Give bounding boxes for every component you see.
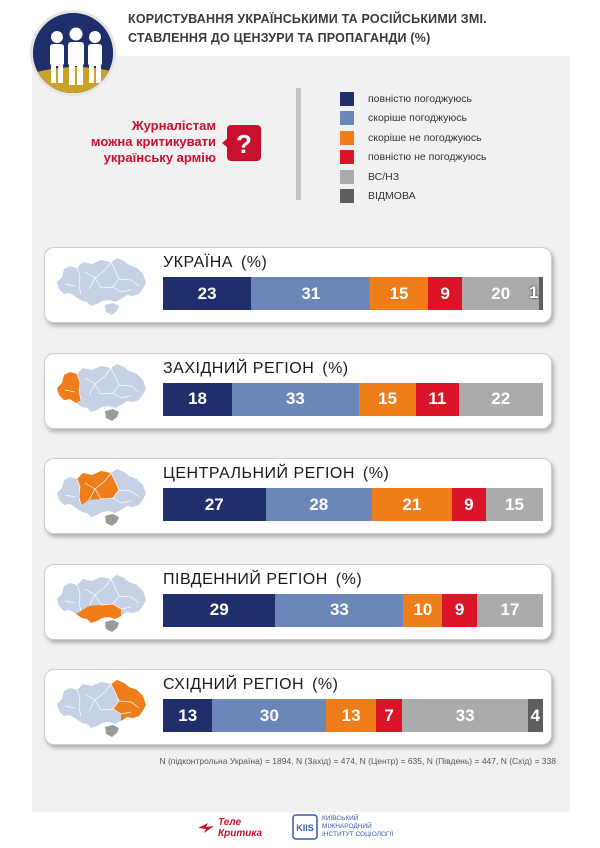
- map-crimea: [105, 303, 119, 315]
- region-title: [163, 360, 349, 378]
- legend-swatch: [340, 92, 354, 106]
- ukraine-map: [55, 256, 147, 318]
- bar-segment-rather_agree: [275, 594, 403, 627]
- kiis-name-line1: КИЇВСЬКИЙ МІЖНАРОДНИЙ: [322, 815, 372, 830]
- region-panel: [44, 353, 552, 429]
- kiis-name: [322, 815, 400, 839]
- region-title: [163, 465, 389, 483]
- question-mark-icon: [222, 124, 262, 162]
- bar-segment-fully_agree: [163, 277, 251, 310]
- ukraine-map: [55, 362, 147, 424]
- bar-value-label: 10: [413, 600, 433, 619]
- bar-segment-rather_disagree: [372, 488, 452, 521]
- bar-segment-fully_disagree: [416, 383, 458, 416]
- bar-segment-rather_agree: [266, 488, 372, 521]
- region-name: СХІДНИЙ РЕГІОН: [163, 676, 305, 693]
- region-panel: [44, 669, 552, 745]
- legend-divider: [296, 88, 301, 200]
- tele-swoosh-icon: [198, 823, 214, 833]
- bar-value-label: 15: [389, 283, 409, 303]
- legend-label: ВС/НЗ: [368, 170, 400, 183]
- legend-swatch: [340, 189, 354, 203]
- bar-segment-dont_know: [486, 488, 543, 521]
- bar-value-label: 9: [454, 600, 465, 619]
- bar-segment-rather_agree: [212, 699, 326, 732]
- region-unit: (%): [335, 570, 363, 588]
- bar-value-label: 20: [491, 283, 511, 303]
- legend-label: скоріше погоджуюсь: [368, 112, 468, 125]
- region-unit: (%): [362, 465, 390, 482]
- sample-size-note: N (підконтрольна Україна) = 1894, N (Захід) = 474, N (Центр) = 635, N (Південь) = 447, N (Схід) = 338: [159, 756, 556, 766]
- bar-segment-refuse: [528, 699, 543, 732]
- legend-label: повністю погоджуюсь: [368, 92, 472, 105]
- map-crimea: [105, 620, 119, 632]
- bar-segment-rather_disagree: [370, 277, 428, 310]
- bar-segment-fully_agree: [163, 594, 275, 627]
- bar-value-label: 4: [530, 705, 541, 725]
- bar-segment-rather_agree: [251, 277, 370, 310]
- question-line-2: можна критикувати: [90, 134, 216, 149]
- stacked-bar: [163, 488, 543, 521]
- title-line-1: КОРИСТУВАННЯ УКРАЇНСЬКИМИ ТА РОСІЙСЬКИМИ ЗМІ.: [128, 12, 487, 26]
- region-unit: (%): [240, 254, 268, 271]
- bar-value-label: 7: [384, 705, 394, 725]
- legend-item-fully_agree: [340, 89, 487, 109]
- bar-value-label: 15: [378, 389, 397, 408]
- map-crimea: [105, 514, 119, 526]
- bar-segment-rather_disagree: [359, 383, 417, 416]
- legend: [340, 89, 487, 206]
- bar-segment-dont_know: [459, 383, 543, 416]
- legend-swatch: [340, 131, 354, 145]
- map-highlight-west: [57, 372, 81, 403]
- page-title: [128, 10, 487, 48]
- bar-value-label: 22: [491, 389, 511, 408]
- bar-value-label: 27: [204, 494, 224, 514]
- bar-segment-fully_agree: [163, 699, 212, 732]
- bar-value-label: 21: [402, 494, 422, 514]
- bar-value-label: 33: [285, 389, 305, 408]
- legend-item-refuse: [340, 187, 487, 207]
- stacked-bar: [163, 277, 543, 310]
- ukraine-map: [55, 678, 147, 740]
- map-outline: [57, 258, 146, 306]
- region-name: УКРАЇНА: [163, 254, 233, 271]
- stacked-bar: [163, 594, 543, 627]
- kiis-name-line2: ІНСТИТУТ СОЦІОЛОГІЇ: [322, 831, 394, 838]
- bar-segment-rather_disagree: [326, 699, 375, 732]
- legend-item-fully_disagree: [340, 148, 487, 168]
- legend-swatch: [340, 150, 354, 164]
- kiis-emblem-icon: [292, 814, 318, 840]
- ukraine-map: [55, 573, 147, 635]
- bar-segment-fully_disagree: [428, 277, 463, 310]
- bar-value-label: 33: [329, 600, 349, 619]
- region-panel: [44, 564, 552, 640]
- bar-value-label: 31: [301, 283, 321, 303]
- bar-value-label: 30: [259, 705, 279, 725]
- tele-logo-line2: Критика: [218, 828, 263, 839]
- bar-value-label: 9: [440, 283, 450, 303]
- question-text: [60, 118, 216, 166]
- region-title: [163, 254, 267, 272]
- bar-value-label: 23: [197, 283, 217, 303]
- region-panel: [44, 458, 552, 534]
- bar-segment-dont_know: [402, 699, 527, 732]
- region-name: ПІВДЕННИЙ РЕГІОН: [163, 570, 328, 588]
- region-name: ЦЕНТРАЛЬНИЙ РЕГІОН: [163, 465, 355, 482]
- bar-segment-rather_disagree: [403, 594, 442, 627]
- region-unit: (%): [312, 676, 339, 693]
- legend-label: ВІДМОВА: [368, 190, 416, 203]
- bar-value-label: 13: [341, 705, 361, 725]
- bar-segment-rather_agree: [232, 383, 359, 416]
- legend-swatch: [340, 170, 354, 184]
- title-line-2: СТАВЛЕННЯ ДО ЦЕНЗУРИ ТА ПРОПАГАНДИ (%): [128, 31, 431, 45]
- region-title: [163, 676, 338, 694]
- bar-value-label: 28: [309, 494, 329, 514]
- legend-label: скоріше не погоджуюсь: [368, 131, 482, 144]
- bar-value-label: 15: [505, 494, 524, 514]
- tele-logo-line1: Теле: [218, 817, 242, 828]
- ukraine-map: [55, 467, 147, 529]
- question-mark-glyph: ?: [236, 129, 252, 159]
- question-line-3: українську армію: [103, 150, 216, 165]
- bar-segment-dont_know: [477, 594, 543, 627]
- kiis-abbr: KIIS: [296, 823, 314, 833]
- footer-logos: [196, 814, 400, 840]
- bar-value-label: 13: [178, 705, 198, 725]
- bar-segment-fully_agree: [163, 488, 266, 521]
- bar-segment-dont_know: [462, 277, 539, 310]
- legend-swatch: [340, 111, 354, 125]
- bar-value-label: 9: [464, 494, 474, 514]
- bar-value-label: 17: [500, 600, 520, 619]
- telekrytyka-logo: [196, 814, 278, 840]
- kiis-logo: [292, 814, 400, 840]
- question-line-1: Журналістам: [131, 118, 216, 133]
- soldiers-logo: [30, 10, 116, 96]
- legend-item-rather_disagree: [340, 128, 487, 148]
- stacked-bar: [163, 699, 543, 732]
- region-unit: (%): [322, 359, 349, 377]
- map-crimea: [105, 409, 119, 421]
- region-panel: [44, 247, 552, 323]
- legend-item-rather_agree: [340, 109, 487, 129]
- bar-segment-fully_disagree: [442, 594, 477, 627]
- bar-segment-refuse: [539, 277, 543, 310]
- bar-value-label: 18: [188, 389, 207, 408]
- bar-value-label: 33: [455, 705, 475, 725]
- bar-value-label: 1: [529, 283, 539, 302]
- stacked-bar: [163, 383, 543, 416]
- bar-segment-fully_disagree: [452, 488, 486, 521]
- bar-segment-fully_disagree: [376, 699, 403, 732]
- region-name: ЗАХІДНИЙ РЕГІОН: [163, 359, 315, 377]
- legend-label: повністю не погоджуюсь: [368, 151, 487, 164]
- bar-segment-fully_agree: [163, 383, 232, 416]
- map-crimea: [105, 725, 119, 737]
- region-title: [163, 571, 362, 589]
- bar-value-label: 29: [209, 600, 229, 619]
- bar-value-label: 11: [428, 389, 447, 408]
- legend-item-dont_know: [340, 167, 487, 187]
